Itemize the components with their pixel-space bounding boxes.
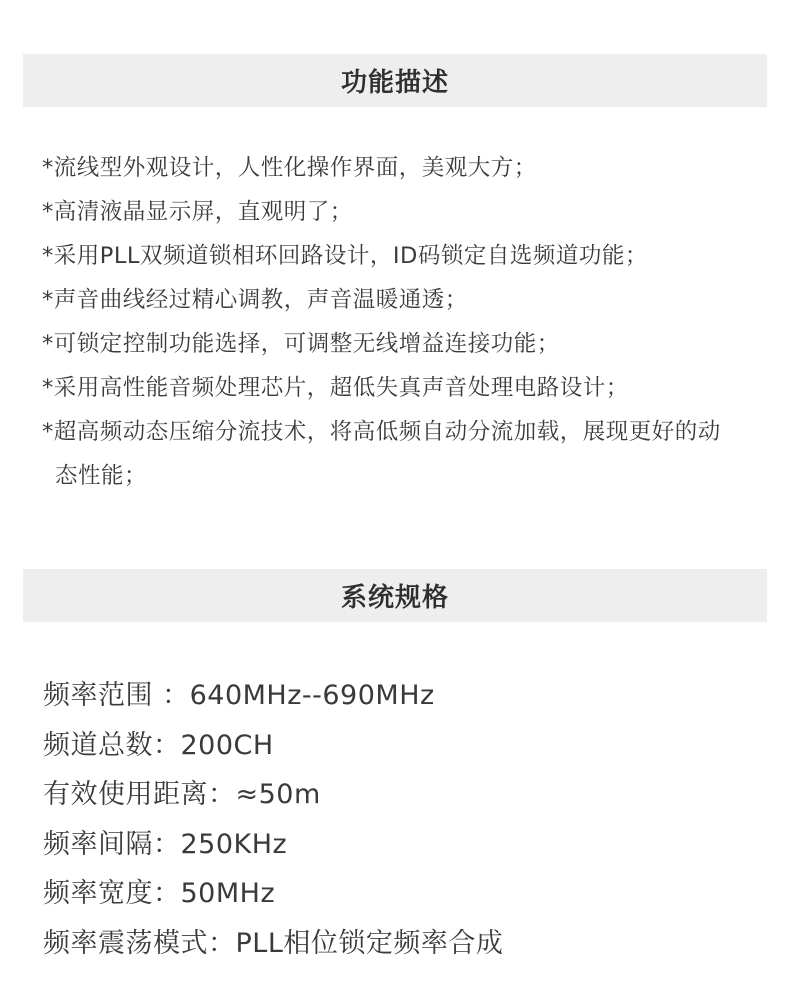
feature-item: *高清液晶显示屏，直观明了； (42, 199, 353, 225)
specs-list (43, 671, 763, 968)
spec-item: 频率宽度：50MHz (43, 878, 276, 909)
spec-item: 频率间隔：250KHz (43, 828, 288, 860)
spec-item: 频率范围 ：640MHz--690MHz (43, 680, 435, 711)
feature-item: *采用PLL双频道锁相环回路设计，ID码锁定自选频道功能； (42, 243, 648, 269)
feature-item: *可锁定控制功能选择，可调整无线增益连接功能； (42, 331, 560, 357)
feature-item: *采用高性能音频处理芯片，超低失真声音处理电路设计； (42, 375, 629, 401)
features-section-header (23, 54, 767, 107)
features-list (42, 146, 742, 498)
feature-item: *声音曲线经过精心调教，声音温暖通透； (42, 287, 468, 313)
feature-item: *流线型外观设计，人性化操作界面，美观大方； (42, 155, 537, 181)
specs-section-title: 系统规格 (340, 583, 449, 613)
specs-section-header (23, 569, 767, 622)
feature-item: *超高频动态压缩分流技术，将高低频自动分流加载，展现更好的动态性能； (42, 419, 721, 489)
features-section-title: 功能描述 (340, 68, 449, 98)
spec-item: 频率震荡模式：PLL相位锁定频率合成 (43, 927, 504, 959)
spec-item: 频道总数：200CH (43, 729, 274, 761)
spec-item: 有效使用距离：≈50m (43, 779, 321, 810)
